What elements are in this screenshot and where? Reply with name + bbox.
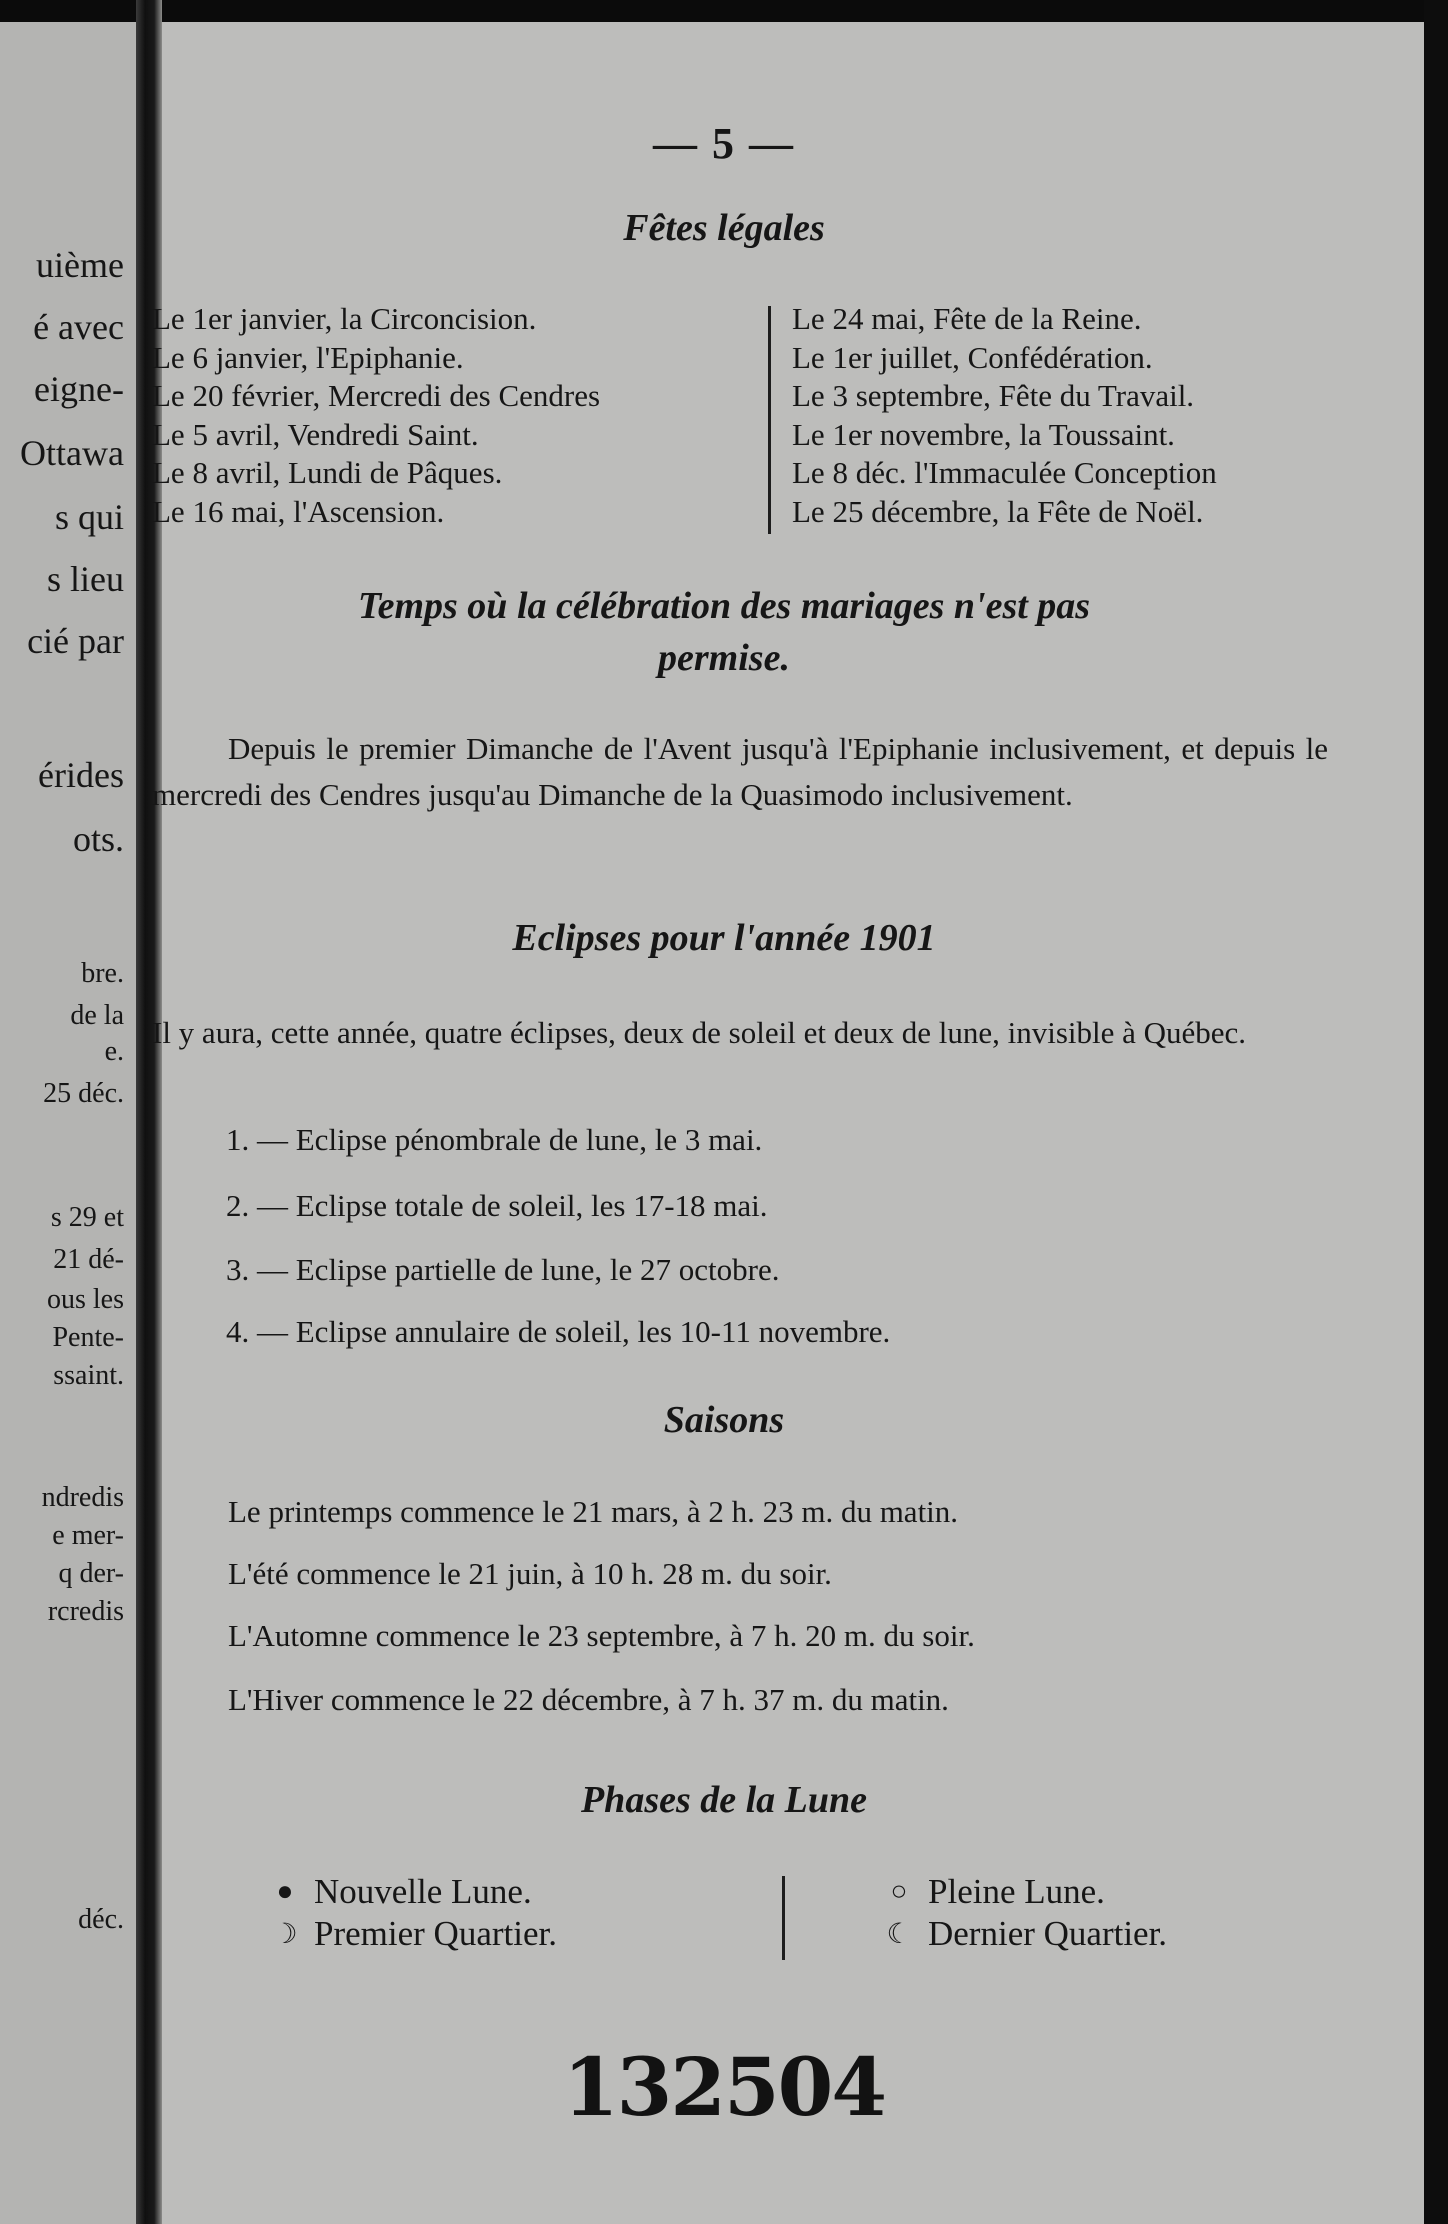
phase-first-quarter (270, 1914, 557, 1954)
previous-page-line: cié par (27, 621, 124, 661)
previous-page-line: rcredis (47, 1596, 124, 1627)
inventory-stamp: 132504 (563, 2040, 885, 2134)
season-item: L'Hiver commence le 22 décembre, à 7 h. 37 m. du matin. (228, 1682, 949, 1717)
previous-page-line: 25 déc. (43, 1078, 124, 1109)
fete-item: Le 16 mai, l'Ascension. (152, 493, 445, 529)
fete-item: Le 25 décembre, la Fête de Noël. (792, 493, 1204, 529)
previous-page-line: 21 dé- (53, 1244, 124, 1275)
phases-divider (782, 1876, 785, 1960)
previous-page-fragment (0, 22, 136, 2224)
fete-item: Le 20 février, Mercredi des Cendres (152, 378, 601, 413)
previous-page-line: s lieu (47, 559, 124, 599)
fete-item: Le 1er juillet, Confédération. (792, 339, 1153, 375)
full-moon-icon: ○ (890, 1876, 908, 1907)
eclipses-intro: Il y aura, cette année, quatre éclipses, deux de soleil et deux de lune, invisible à Québec. (152, 1015, 1247, 1050)
phase-label: Dernier Quartier. (928, 1914, 1168, 1953)
previous-page-line: Pente- (52, 1322, 124, 1353)
fete-item: Le 5 avril, Vendredi Saint. (152, 416, 479, 452)
fete-item: Le 1er novembre, la Toussaint. (792, 416, 1175, 452)
previous-page-line: déc. (78, 1904, 124, 1935)
phase-label: Pleine Lune. (928, 1872, 1105, 1911)
phase-new-moon (270, 1872, 532, 1912)
fetes-right-column (792, 300, 1217, 531)
fete-item: Le 3 septembre, Fête du Travail. (792, 378, 1195, 413)
eclipse-item: 4. — Eclipse annulaire de soleil, les 10-11 novembre. (226, 1314, 891, 1349)
mariages-paragraph: Depuis le premier Dimanche de l'Avent jusqu'à l'Epiphanie inclusivement, et depuis le mercredi des Cendres jusqu'au Dimanche de la Quasimodo inclusivement. (152, 731, 1328, 812)
previous-page-line: e mer- (52, 1520, 124, 1551)
phases-heading: Phases de la Lune (580, 1779, 868, 1821)
eclipse-item: 2. — Eclipse totale de soleil, les 17-18 mai. (226, 1188, 768, 1223)
fete-item: Le 8 déc. l'Immaculée Conception (792, 455, 1217, 490)
previous-page-line: ous les (47, 1284, 124, 1315)
fetes-heading: Fêtes légales (623, 207, 825, 249)
previous-page-line: Ottawa (20, 433, 124, 473)
phase-label: Nouvelle Lune. (314, 1872, 532, 1911)
phase-label: Premier Quartier. (314, 1914, 557, 1953)
phase-full-moon (884, 1872, 1105, 1912)
page-number: — 5 — (653, 119, 795, 168)
scan-edge-right (1424, 0, 1448, 2224)
previous-page-line: s qui (54, 497, 124, 537)
season-item: L'été commence le 21 juin, à 10 h. 28 m. du soir. (228, 1556, 832, 1591)
fete-item: Le 8 avril, Lundi de Pâques. (152, 455, 503, 490)
previous-page-line: e. (104, 1036, 124, 1067)
previous-page-line: é avec (33, 307, 124, 347)
season-item: L'Automne commence le 23 septembre, à 7 h. 20 m. du soir. (228, 1618, 975, 1653)
fete-item: Le 1er janvier, la Circoncision. (152, 301, 537, 336)
phase-last-quarter (884, 1914, 1167, 1954)
scan-edge-top (0, 0, 1448, 22)
previous-page-line: ndredis (41, 1482, 124, 1513)
previous-page-line: de la (70, 1000, 124, 1031)
eclipses-heading: Eclipses pour l'année 1901 (512, 917, 936, 959)
previous-page-line: bre. (81, 958, 124, 989)
first-quarter-icon: ☽ (272, 1919, 298, 1950)
mariages-heading-cont: permise. (658, 637, 790, 679)
previous-page-line: s 29 et (50, 1202, 124, 1233)
saisons-heading: Saisons (663, 1399, 785, 1441)
last-quarter-icon: ☾ (886, 1919, 912, 1950)
fete-item: Le 6 janvier, l'Epiphanie. (152, 339, 464, 375)
fete-item: Le 24 mai, Fête de la Reine. (792, 301, 1142, 336)
previous-page-line: ssaint. (53, 1360, 124, 1391)
eclipse-item: 3. — Eclipse partielle de lune, le 27 octobre. (226, 1252, 780, 1287)
previous-page-line: uième (36, 245, 124, 285)
previous-page-line: ots. (72, 819, 124, 859)
previous-page-line: q der- (58, 1558, 124, 1589)
fetes-left-column (152, 300, 600, 531)
eclipse-item: 1. — Eclipse pénombrale de lune, le 3 mai. (226, 1122, 763, 1157)
column-divider (768, 306, 771, 534)
mariages-heading: Temps où la célébration des mariages n'est pas (357, 585, 1091, 627)
season-item: Le printemps commence le 21 mars, à 2 h. 23 m. du matin. (228, 1494, 959, 1529)
new-moon-icon: ● (276, 1876, 294, 1907)
previous-page-line: érides (38, 755, 124, 795)
previous-page-line: eigne- (34, 369, 124, 409)
